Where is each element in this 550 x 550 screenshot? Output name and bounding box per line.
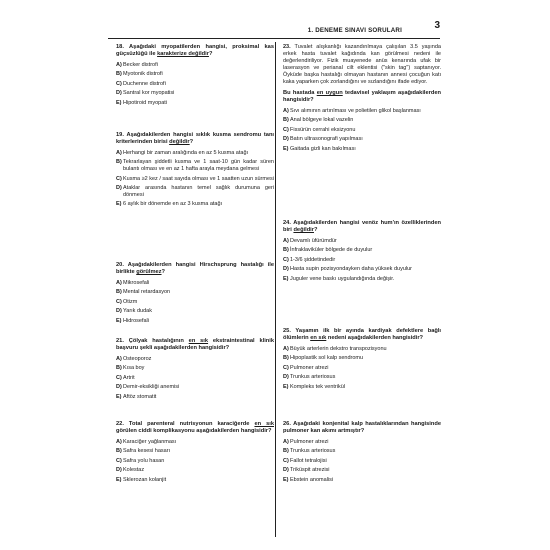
answer-option-e[interactable] xyxy=(116,201,274,208)
stem-text: Total parenteral nutrisyonun karaciğerde xyxy=(128,421,255,427)
answer-option-d[interactable] xyxy=(116,90,274,97)
option-text: Batın ultrasonografi yapılması xyxy=(290,136,363,143)
option-text: Kusma ≥2 kez / saat sayıda olması ve 1 saatten uzun sürmesi xyxy=(123,175,274,182)
option-text: Becker distrofi xyxy=(123,61,158,68)
emphasized-phrase: değildir xyxy=(293,227,314,234)
emphasized-phrase: karakterize değildir xyxy=(157,51,209,58)
option-text: Hipotiroid myopati xyxy=(123,99,168,106)
answer-option-a[interactable] xyxy=(283,108,441,115)
option-letter: E) xyxy=(283,275,289,282)
option-text: Pulmoner atrezi xyxy=(290,438,329,445)
emphasized-phrase: değildir xyxy=(169,139,190,146)
answer-option-a[interactable] xyxy=(116,62,274,69)
option-letter: C) xyxy=(116,374,122,381)
answer-options xyxy=(116,62,274,107)
question-stem xyxy=(283,220,441,235)
option-text: Ataklar arasında hastanın temel sağlık durumuna geri dönmesi xyxy=(123,185,274,198)
stem-text: ekstraintestinal klinik başvuru şekli aşağıdakilerden hangisidir? xyxy=(116,338,274,352)
answer-option-d[interactable] xyxy=(283,266,441,273)
option-text: Herhangi bir zaman aralığında en az 5 kusma atağı xyxy=(123,149,249,156)
answer-option-b[interactable] xyxy=(116,289,274,296)
option-letter: E) xyxy=(283,145,289,152)
question-stem xyxy=(116,421,274,436)
option-letter: B) xyxy=(283,117,289,124)
answer-option-e[interactable] xyxy=(283,146,441,153)
option-text: İnfraklaviküler bölgede de duyulur xyxy=(290,247,373,254)
stem-text: Aşağıdakilerden hangisi venöz hum'ın özelliklerinden biri xyxy=(283,220,441,234)
answer-option-b[interactable] xyxy=(283,117,441,124)
answer-option-a[interactable] xyxy=(116,280,274,287)
option-letter: A) xyxy=(116,355,122,362)
answer-options xyxy=(116,439,274,484)
option-text: Artrit xyxy=(123,374,135,381)
option-text: Santral kor myopatisi xyxy=(123,90,175,97)
option-text: Fallot tetralojisi xyxy=(290,457,327,464)
question-18 xyxy=(116,44,274,109)
option-letter: B) xyxy=(116,71,122,78)
option-text: Mental retardasyon xyxy=(123,289,171,296)
answer-option-b[interactable] xyxy=(116,71,274,78)
option-letter: A) xyxy=(283,107,289,114)
question-stem xyxy=(283,90,441,105)
stem-text: ? xyxy=(161,269,165,276)
option-text: Osteoporoz xyxy=(123,355,152,362)
option-text: Ebstein anomalisi xyxy=(290,476,334,483)
option-letter: B) xyxy=(116,365,122,372)
answer-options xyxy=(116,280,274,325)
option-letter: E) xyxy=(283,383,289,390)
option-text: Fissürün cerrahi eksizyonu xyxy=(290,126,356,133)
option-letter: C) xyxy=(283,126,289,133)
option-letter: D) xyxy=(283,374,289,381)
emphasized-phrase: en sık xyxy=(254,421,274,427)
option-text: Juguler vene baskı uygulandığında değişir. xyxy=(290,275,395,282)
option-text: Trunkus arteriosus xyxy=(290,374,336,381)
question-stem xyxy=(116,44,274,59)
option-text: Pulmoner atrezi xyxy=(290,364,329,371)
question-number: 18. xyxy=(116,44,130,50)
option-letter: E) xyxy=(116,393,122,400)
page-number: 3 xyxy=(434,20,440,31)
option-letter: D) xyxy=(116,185,122,191)
question-24 xyxy=(283,220,441,285)
option-text: Gaitada gizli kan bakılması xyxy=(290,145,356,152)
answer-option-d[interactable] xyxy=(116,384,274,391)
emphasized-phrase: en sık xyxy=(188,338,209,344)
option-text: Safra yolu hasarı xyxy=(123,457,165,464)
question-number: 24. xyxy=(283,220,294,226)
stem-text: görülen ciddi komplikasyonu aşağıdakilerden hangisidir? xyxy=(116,428,272,435)
question-19 xyxy=(116,132,274,211)
option-letter: A) xyxy=(283,237,289,244)
option-letter: A) xyxy=(116,149,122,156)
answer-option-b[interactable] xyxy=(116,365,274,372)
option-text: Myotonik distrofi xyxy=(123,71,163,78)
answer-option-c[interactable] xyxy=(116,458,274,465)
option-letter: B) xyxy=(116,159,122,166)
option-text: Triküspit atrezisi xyxy=(290,467,330,474)
option-letter: A) xyxy=(116,61,122,68)
question-23 xyxy=(283,44,441,155)
option-letter: D) xyxy=(283,266,289,273)
answer-option-b[interactable] xyxy=(283,448,441,455)
option-text: Aftöz stomatit xyxy=(123,393,157,400)
stem-text: ? xyxy=(208,51,213,58)
answer-option-d[interactable] xyxy=(116,308,274,315)
option-text: Duchenne distrofi xyxy=(123,80,166,87)
emphasized-phrase: görülmez xyxy=(136,269,162,276)
option-text: Sıvı alımının artırılması ve polietilen glikol başlanması xyxy=(290,107,421,114)
answer-option-c[interactable] xyxy=(116,375,274,382)
stem-text: ? xyxy=(189,139,194,146)
question-25 xyxy=(283,328,441,393)
page-header xyxy=(108,22,440,39)
answer-option-e[interactable] xyxy=(116,394,274,401)
question-26 xyxy=(283,421,441,486)
option-letter: D) xyxy=(116,384,122,391)
option-text: Trunkus arteriosus xyxy=(290,448,336,455)
question-20 xyxy=(116,262,274,327)
question-number: 22. xyxy=(116,421,129,427)
option-letter: C) xyxy=(283,256,289,263)
option-letter: A) xyxy=(283,438,289,445)
answer-option-c[interactable] xyxy=(283,257,441,264)
answer-option-b[interactable] xyxy=(116,448,274,455)
option-text: Kolestaz xyxy=(123,467,145,474)
stem-text: Aşağıdaki myopatilerden hangisi, proksimal kas güçsüzlüğü ile xyxy=(116,44,274,58)
answer-option-d[interactable] xyxy=(283,467,441,474)
answer-option-a[interactable] xyxy=(116,356,274,363)
option-text: Sklerozan kolanjit xyxy=(123,476,167,483)
question-stem xyxy=(283,328,441,343)
stem-text: ? xyxy=(313,227,318,234)
option-text: Yarık dudak xyxy=(123,308,152,315)
answer-option-d[interactable] xyxy=(283,136,441,143)
answer-options xyxy=(283,108,441,153)
option-letter: C) xyxy=(116,298,122,305)
stem-text: tedavisel yaklaşım aşağıdakilerden hangisidir? xyxy=(283,90,441,104)
emphasized-phrase: en sık xyxy=(310,335,327,342)
question-22 xyxy=(116,421,274,486)
answer-option-c[interactable] xyxy=(283,365,441,372)
stem-text: Yaşamın ilk bir ayında kardiyak defektlere bağlı ölümlerin xyxy=(283,328,441,342)
option-text: Büyük arterlerin dekstro transpozisyonu xyxy=(290,345,387,352)
answer-option-a[interactable] xyxy=(116,439,274,446)
answer-option-b[interactable] xyxy=(283,247,441,254)
answer-option-b[interactable] xyxy=(283,355,441,362)
option-letter: E) xyxy=(283,476,289,483)
option-text: Mikrosefali xyxy=(123,279,150,286)
answer-option-e[interactable] xyxy=(116,100,274,107)
scenario-text: Tuvalet alışkanlığı kazandırılmaya çalışılan 3.5 yaşında erkek hasta tuvalet kağıdında kan görülmesi nedeni ile değerlendiriliyor. Fizik muayenede anüs kenarında ufak bir laserasyon ve perianal cilt eklentisi ("skin tag") saptanıyor. Öyküde başka hastalığı olmayan hastanın annesi çocuğun katı kaka yaparken çok zorlandığını ve sızlandığını ifade ediyor. xyxy=(283,44,441,85)
option-letter: D) xyxy=(283,467,289,474)
question-number: 25. xyxy=(283,328,296,334)
column-divider xyxy=(275,42,276,537)
question-number: 23. xyxy=(283,44,295,50)
option-letter: B) xyxy=(283,448,289,455)
question-number: 26. xyxy=(283,421,294,427)
question-scenario xyxy=(283,44,441,86)
option-text: Kompleks tek ventrikül xyxy=(290,383,346,390)
answer-option-d[interactable] xyxy=(283,374,441,381)
answer-option-e[interactable] xyxy=(283,477,441,484)
answer-options xyxy=(116,150,274,209)
option-letter: C) xyxy=(116,175,122,182)
stem-text: nedeni aşağıdakilerden hangisidir? xyxy=(326,335,424,342)
header-title: 1. DENEME SINAVI SORULARI xyxy=(307,27,402,34)
stem-text: Aşağıdakilerden hangisi Hirschsprung hastalığı ile birlikte xyxy=(116,262,274,276)
option-text: Hasta supin pozisyondayken daha yüksek duyulur xyxy=(290,266,412,273)
answer-option-a[interactable] xyxy=(283,346,441,353)
question-stem xyxy=(116,338,274,353)
option-letter: A) xyxy=(283,345,289,352)
answer-option-c[interactable] xyxy=(283,127,441,134)
answer-option-e[interactable] xyxy=(283,384,441,391)
option-letter: C) xyxy=(116,457,122,464)
question-stem xyxy=(116,132,274,147)
stem-text: Aşağıdakilerden hangisi sıklık kusma sendromu tanı kriterlerinden birisi xyxy=(116,132,274,146)
answer-option-c[interactable] xyxy=(116,81,274,88)
option-text: 1-3/6 şiddetindedir xyxy=(290,256,336,263)
question-number: 19. xyxy=(116,132,127,138)
stem-text: Bu hastada xyxy=(283,90,317,96)
option-letter: E) xyxy=(116,99,122,106)
option-letter: B) xyxy=(116,289,122,296)
stem-text: Çölyak hastalığının xyxy=(128,338,189,344)
option-letter: C) xyxy=(116,80,122,87)
answer-option-c[interactable] xyxy=(116,299,274,306)
option-letter: C) xyxy=(283,364,289,371)
option-text: Otizm xyxy=(123,298,138,305)
answer-option-a[interactable] xyxy=(283,439,441,446)
question-number: 20. xyxy=(116,262,128,268)
question-stem xyxy=(116,262,274,277)
answer-option-c[interactable] xyxy=(283,458,441,465)
option-text: Tekrarlayan şiddetli kusma ve 1 saat-10 gün kadar süren bulantı olması ve en az 1 hafta arayla meydana gelmesi xyxy=(123,159,274,172)
option-text: Karaciğer yağlanması xyxy=(123,438,177,445)
answer-option-e[interactable] xyxy=(116,318,274,325)
option-letter: D) xyxy=(116,308,122,315)
option-text: Hidrosefali xyxy=(123,317,149,324)
option-text: 6 aylık bir dönemde en az 3 kusma atağı xyxy=(123,201,223,208)
answer-options xyxy=(283,346,441,391)
answer-options xyxy=(283,238,441,283)
option-text: Safra kesesi hasarı xyxy=(123,448,171,455)
option-text: Devamlı üfürümdür xyxy=(290,237,337,244)
option-text: Kısa boy xyxy=(123,365,145,372)
answer-option-c[interactable] xyxy=(116,176,274,183)
answer-option-d[interactable] xyxy=(116,467,274,474)
emphasized-phrase: en uygun xyxy=(316,90,343,96)
option-text: Demir-eksikliği anemisi xyxy=(123,384,180,391)
question-stem xyxy=(283,421,441,436)
answer-options xyxy=(116,356,274,401)
option-letter: D) xyxy=(283,136,289,143)
option-letter: D) xyxy=(116,467,122,474)
stem-text: Aşağıdaki konjenital kalp hastalıklarından hangisinde pulmoner kan akımı artmıştır? xyxy=(283,421,441,435)
option-letter: C) xyxy=(283,457,289,464)
option-letter: B) xyxy=(116,448,122,455)
answer-option-e[interactable] xyxy=(283,276,441,283)
question-number: 21. xyxy=(116,338,129,344)
option-text: Anal bölgeye lokal vazelin xyxy=(290,117,354,124)
answer-option-b[interactable] xyxy=(116,159,274,173)
option-letter: E) xyxy=(116,476,122,483)
answer-option-d[interactable] xyxy=(116,185,274,199)
question-21 xyxy=(116,338,274,403)
option-letter: B) xyxy=(283,247,289,254)
answer-option-e[interactable] xyxy=(116,477,274,484)
answer-option-a[interactable] xyxy=(283,238,441,245)
answer-option-a[interactable] xyxy=(116,150,274,157)
option-letter: E) xyxy=(116,317,122,324)
answer-options xyxy=(283,439,441,484)
option-letter: D) xyxy=(116,90,122,97)
option-letter: A) xyxy=(116,438,122,445)
option-letter: B) xyxy=(283,355,289,362)
option-letter: A) xyxy=(116,279,122,286)
option-text: Hipoplastik sol kalp sendromu xyxy=(290,355,364,362)
option-letter: E) xyxy=(116,201,122,208)
